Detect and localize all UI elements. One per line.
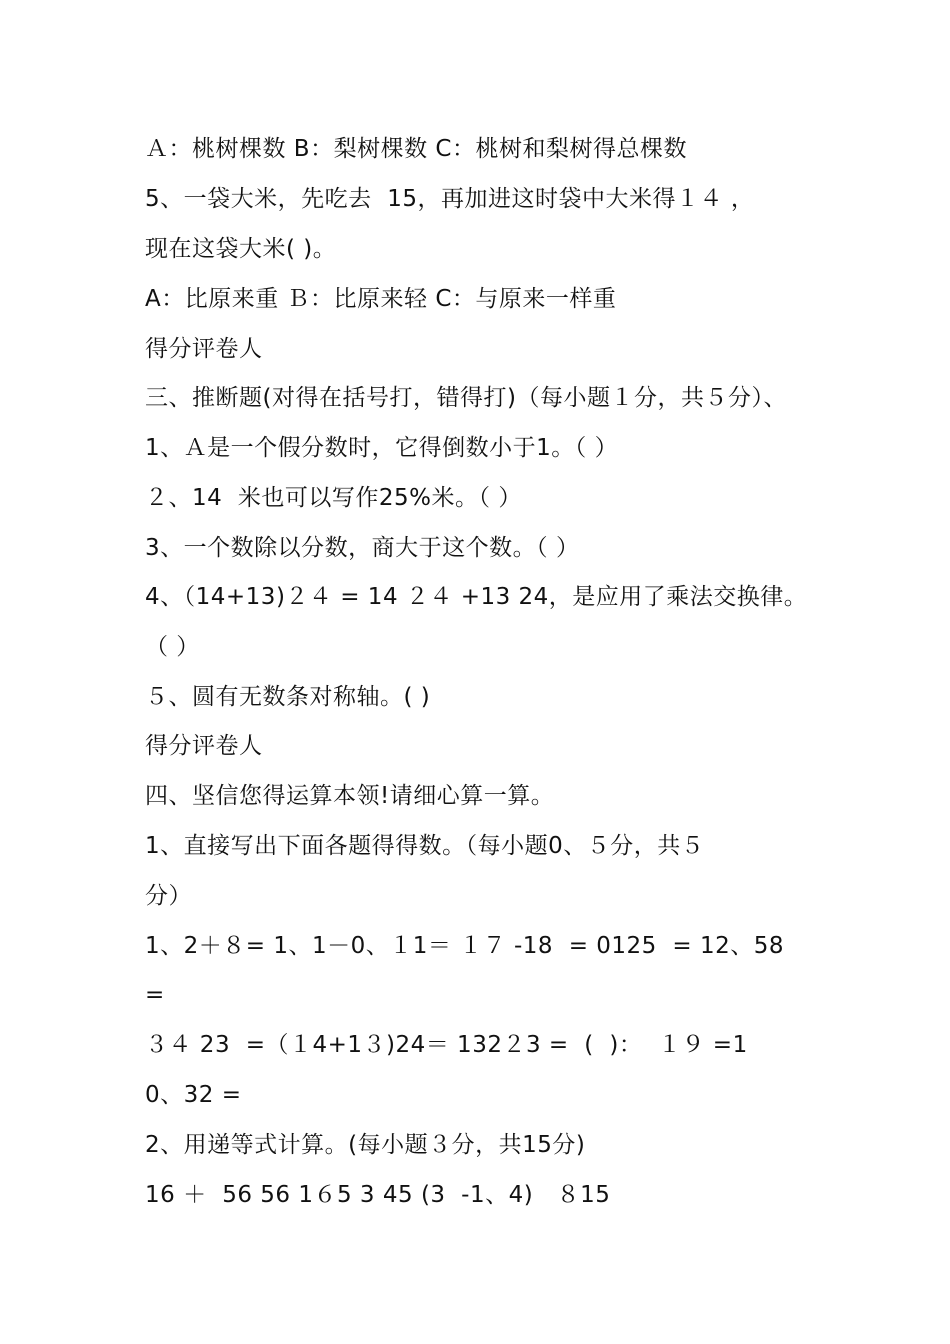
text-line-calc-2-items: 16 ＋ 56 56 1６5 3 45 (3 -1、4) ８15	[145, 1182, 611, 1208]
text-line-judge-2: ２、14 米也可以写作25%米。（ ）	[145, 485, 522, 511]
text-line-question-5: 5、一袋大米，先吃去 15，再加进这时袋中大米得１４ ，	[145, 186, 755, 212]
text-line-calc-row-2: ３４ 23 =（１4+1３)24＝ 132２3 = ( )： １９ =1	[145, 1032, 748, 1058]
text-line-scorer-1: 得分评卷人	[145, 336, 263, 362]
text-line-question-5-cont: 现在这袋大米( )。	[145, 236, 337, 262]
text-line-calc-row-1: 1、2＋８= 1、1－0、１1＝ １７ -18 = 0125 = 12、58	[145, 933, 785, 959]
text-line-judge-4-cont: （ ）	[145, 634, 200, 660]
text-line-options-4: Ａ：桃树棵数 B：梨树棵数 C：桃树和梨树得总棵数	[145, 136, 687, 162]
text-line-scorer-2: 得分评卷人	[145, 733, 263, 759]
text-line-calc-1: 1、直接写出下面各题得得数。（每小题0、５分，共５	[145, 833, 705, 859]
section-heading-judgement: 三、推断题(对得在括号打，错得打)（每小题１分，共５分）、	[145, 385, 787, 411]
text-line-calc-2: 2、用递等式计算。(每小题３分，共15分)	[145, 1132, 586, 1158]
text-line-judge-3: 3、一个数除以分数，商大于这个数。（ ）	[145, 535, 580, 561]
text-line-judge-4: 4、（14+13)２４ = 14 ２４ +13 24，是应用了乘法交换律。	[145, 584, 808, 610]
text-line-calc-row-1-cont: =	[145, 982, 165, 1008]
text-line-calc-row-2-cont: 0、32 =	[145, 1082, 242, 1108]
text-line-calc-1-cont: 分）	[145, 883, 192, 909]
text-line-judge-5: ５、圆有无数条对称轴。( )	[145, 684, 431, 710]
section-heading-calculation: 四、坚信您得运算本领!请细心算一算。	[145, 783, 555, 809]
text-line-options-5: A：比原来重 Ｂ：比原来轻 C：与原来一样重	[145, 286, 617, 312]
text-line-judge-1: 1、Ａ是一个假分数时，它得倒数小于1。（ ）	[145, 435, 619, 461]
